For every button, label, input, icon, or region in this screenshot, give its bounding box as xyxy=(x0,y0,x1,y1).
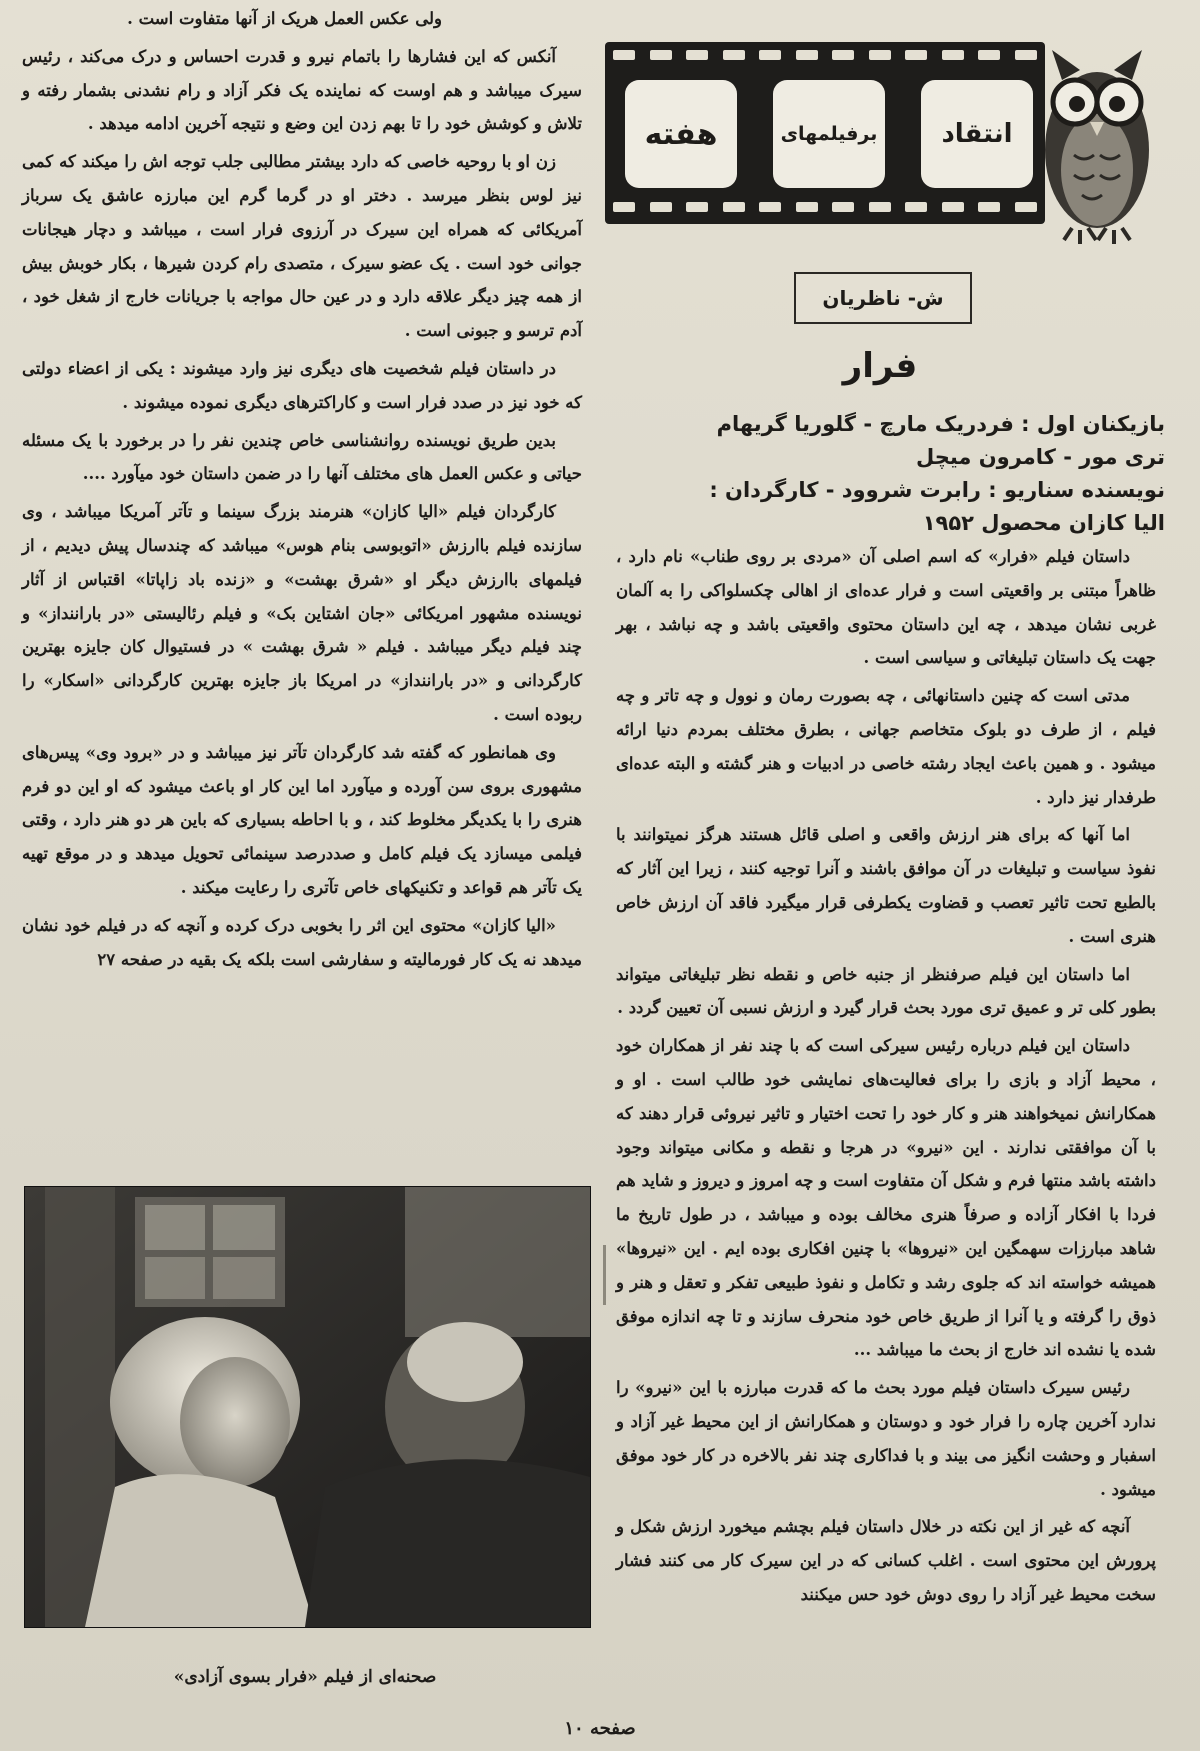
film-credits xyxy=(620,408,1165,540)
credit-line: بازیکنان اول : فردریک مارچ - گلوریا گریهام xyxy=(716,412,1165,436)
paragraph: در داستان فیلم شخصیت های دیگری نیز وارد میشوند : یکی از اعضاء دولتی که خود نیز در صدد فرار است و کاراکترهای دیگری نموده میشوند . xyxy=(22,358,582,412)
article-title: فرار xyxy=(842,346,918,386)
paragraph: ولی عکس العمل هریک از آنها متفاوت است . xyxy=(127,9,442,28)
paragraph: رئیس سیرک داستان فیلم مورد بحث ما که قدرت مبارزه با این «نیرو» را ندارد آخرین چاره را فرار خود و دوستان و همکارانش از این محیط غیر آزاد و اسفبار و وحشت انگیز می بیند و با فداکاری چند نفر بالاخره در کار خود موفق میشود . xyxy=(616,1378,1156,1499)
paragraph: مدتی است که چنین داستانهائی ، چه بصورت رمان و نوول و چه تاتر و چه فیلم ، از طرف دو بلوک متخاصم جهانی ، بطرق مختلف بمردم دنیا ارائه میشود . و همین باعث ایجاد رشته خاصی در ادبیات و هنر گشته و البته عده‌ای طرفدار نیز دارد . xyxy=(616,686,1156,807)
film-strip-banner xyxy=(605,42,1045,224)
credit-line: تری مور - کامرون میچل xyxy=(915,445,1165,469)
banner-frame-on-films: برفیلمهای xyxy=(773,80,885,188)
credit-line: نویسنده سناریو : رابرت شروود - کارگردان : xyxy=(709,478,1165,502)
author-box: ش- ناظریان xyxy=(794,272,972,324)
column-mark xyxy=(603,1245,606,1305)
banner-frame-critique: انتقاد xyxy=(921,80,1033,188)
paragraph: کارگردان فیلم «الیا کازان» هنرمند بزرگ سینما و تآتر آمریکا میباشد ، وی سازنده فیلم باارزش «اتوبوسی بنام هوس» میباشد که چندسال پیش دیدیم ، از فیلمهای باارزش دیگر او «شرق بهشت» و «زنده باد زاپاتا» اقتباس از آثار نویسنده مشهور امریکائی «جان اشتاین بک» و فیلم رئالیستی «در باراننداز» و چند فیلم دیگر میباشد . فیلم « شرق بهشت » در فستیوال کان جایزه بهترین کارگردانی و «در باراننداز» در امریکا باز جایزه بهترین کارگردانی «اسکار» را ربوده است . xyxy=(22,502,582,724)
paragraph: آنچه که غیر از این نکته در خلال داستان فیلم بچشم میخورد ارزش شکل و پرورش این محتوی است . اغلب کسانی که در این سیرک کار می کنند فشار سخت محیط غیر آزاد را روی دوش خود حس میکنند xyxy=(616,1517,1156,1604)
paragraph: بدین طریق نویسنده روانشناسی خاص چندین نفر را در برخورد با یک مسئله حیاتی و عکس العمل های مختلف آنها را در ضمن داستان خود میآورد .... xyxy=(22,430,582,484)
paragraph: داستان فیلم «فرار» که اسم اصلی آن «مردی بر روی طناب» نام دارد ، ظاهراً مبتنی بر واقعیتی است و فرار عده‌ای از اهالی چکسلواکی را به آلمان غربی نشان میدهد ، چه این داستان محتوی واقعیتی باشد و چه نباشد ، بهر جهت یک داستان تبلیغاتی و سیاسی است . xyxy=(616,547,1156,668)
credit-line: الیا کازان محصول ۱۹۵۲ xyxy=(922,511,1165,535)
left-text-column xyxy=(22,2,582,980)
paragraph: داستان این فیلم درباره رئیس سیرکی است که با چند نفر از همکاران خود ، محیط آزاد و بازی را برای فعالیت‌های نمایشی خود طالب است . او و همکارانش نمیخواهند هنر و کار خود را تحت اختیار و تاثیر نیروئی قرار دهند که با آن موافقتی ندارند . این «نیرو» در هرجا و نقطه و مکانی میتواند وجود داشته باشد منتها فرم و شکل آن متفاوت است و چه امروز و دیروز و شاید هم فردا با افکار آزاده و صرفاً هنری مخالف بوده و میباشد ، در طول تاریخ ما شاهد مبارزات سهمگین این «نیروها» با چنین افکاری بوده ایم . این «نیروها» همیشه خواسته اند که جلوی رشد و تکامل و نفوذ طبیعی تفکر و تعقل و هنر و ذوق را گرفته و یا آنرا از طریق خاص خود منحرف سازند و تا چه اندازه موفق شده یا نشده اند خارج از بحث ما میباشد ... xyxy=(616,1036,1156,1360)
banner-frame-week: هفته xyxy=(625,80,737,188)
paragraph: اما داستان این فیلم صرفنظر از جنبه خاص و نقطه نظر تبلیغاتی میتواند بطور کلی تر و عمیق تری مورد بحث قرار گیرد و ارزش نسبی آن تعیین گردد . xyxy=(616,964,1156,1018)
owl-with-glasses-icon xyxy=(1032,40,1162,250)
paragraph: زن او با روحیه خاصی که دارد بیشتر مطالبی جلب توجه اش را میکند که کمی نیز لوس بنظر میرسد . دختر او در گرما گرم این مبارزه عاشق یک سرباز آمریکائی که همراه این سیرک در آرزوی فرار است ، میباشد و دچار هیجانات جوانی خود است . یک عضو سیرک ، متصدی رام کردن شیرها ، بکار خوبش بیش از همه چیز دیگر علاقه دارد و در عین حال مواجه با جریانات خارج از شغل خود ، آدم ترسو و جبونی است . xyxy=(22,152,582,341)
sprocket-holes-bottom xyxy=(613,202,1037,216)
right-text-column xyxy=(616,540,1156,1616)
paragraph: وی همانطور که گفته شد کارگردان تآتر نیز میباشد و در «برود وی» پیس‌های مشهوری بروی سن آورده و میآورد اما این کار او باعث میشود که او این دو فرم هنری را با یکدیگر مخلوط کند ، و با احاطه بسیاری که باین هر دو هنر دارد ، وقتی فیلمی میسازد یک فیلم کامل و صددرصد سینمائی تحویل میدهد و در موقع تهیه یک تآتر هم قواعد و تکنیکهای خاص تآتری را رعایت میکند . xyxy=(22,742,582,897)
paragraph: آنکس که این فشارها را باتمام نیرو و قدرت احساس و درک می‌کند ، رئیس سیرک میباشد و هم اوست که نماینده یک فکر آزاد و رام نشدنی بشمار رفته و تلاش و کوشش خود را تا بهم زدن این وضع و نتیجه آخرین ادامه میدهد . xyxy=(22,46,582,134)
photo-caption: صحنه‌ای از فیلم «فرار بسوی آزادی» xyxy=(173,1667,437,1687)
sprocket-holes-top xyxy=(613,50,1037,64)
paragraph: «الیا کازان» محتوی این اثر را بخوبی درک کرده و آنچه که در فیلم خود نشان میدهد نه یک کار فورمالیته و سفارشی است بلکه یک بقیه در صفحه ۲۷ xyxy=(22,915,582,969)
paragraph: اما آنها که برای هنر ارزش واقعی و اصلی قائل هستند هرگز نمیتوانند با نفوذ سیاست و تبلیغات در آن موافق باشند و آنرا توجیه کنند ، زیرا این آثار که بالطبع تحت تاثیر تعصب و قضاوت یکطرفی قرار میگیرد فاقد آن ارزش خاص هنری است . xyxy=(616,825,1156,946)
film-still-photo xyxy=(24,1186,591,1628)
page-number: صفحه ۱۰ xyxy=(564,1718,636,1739)
